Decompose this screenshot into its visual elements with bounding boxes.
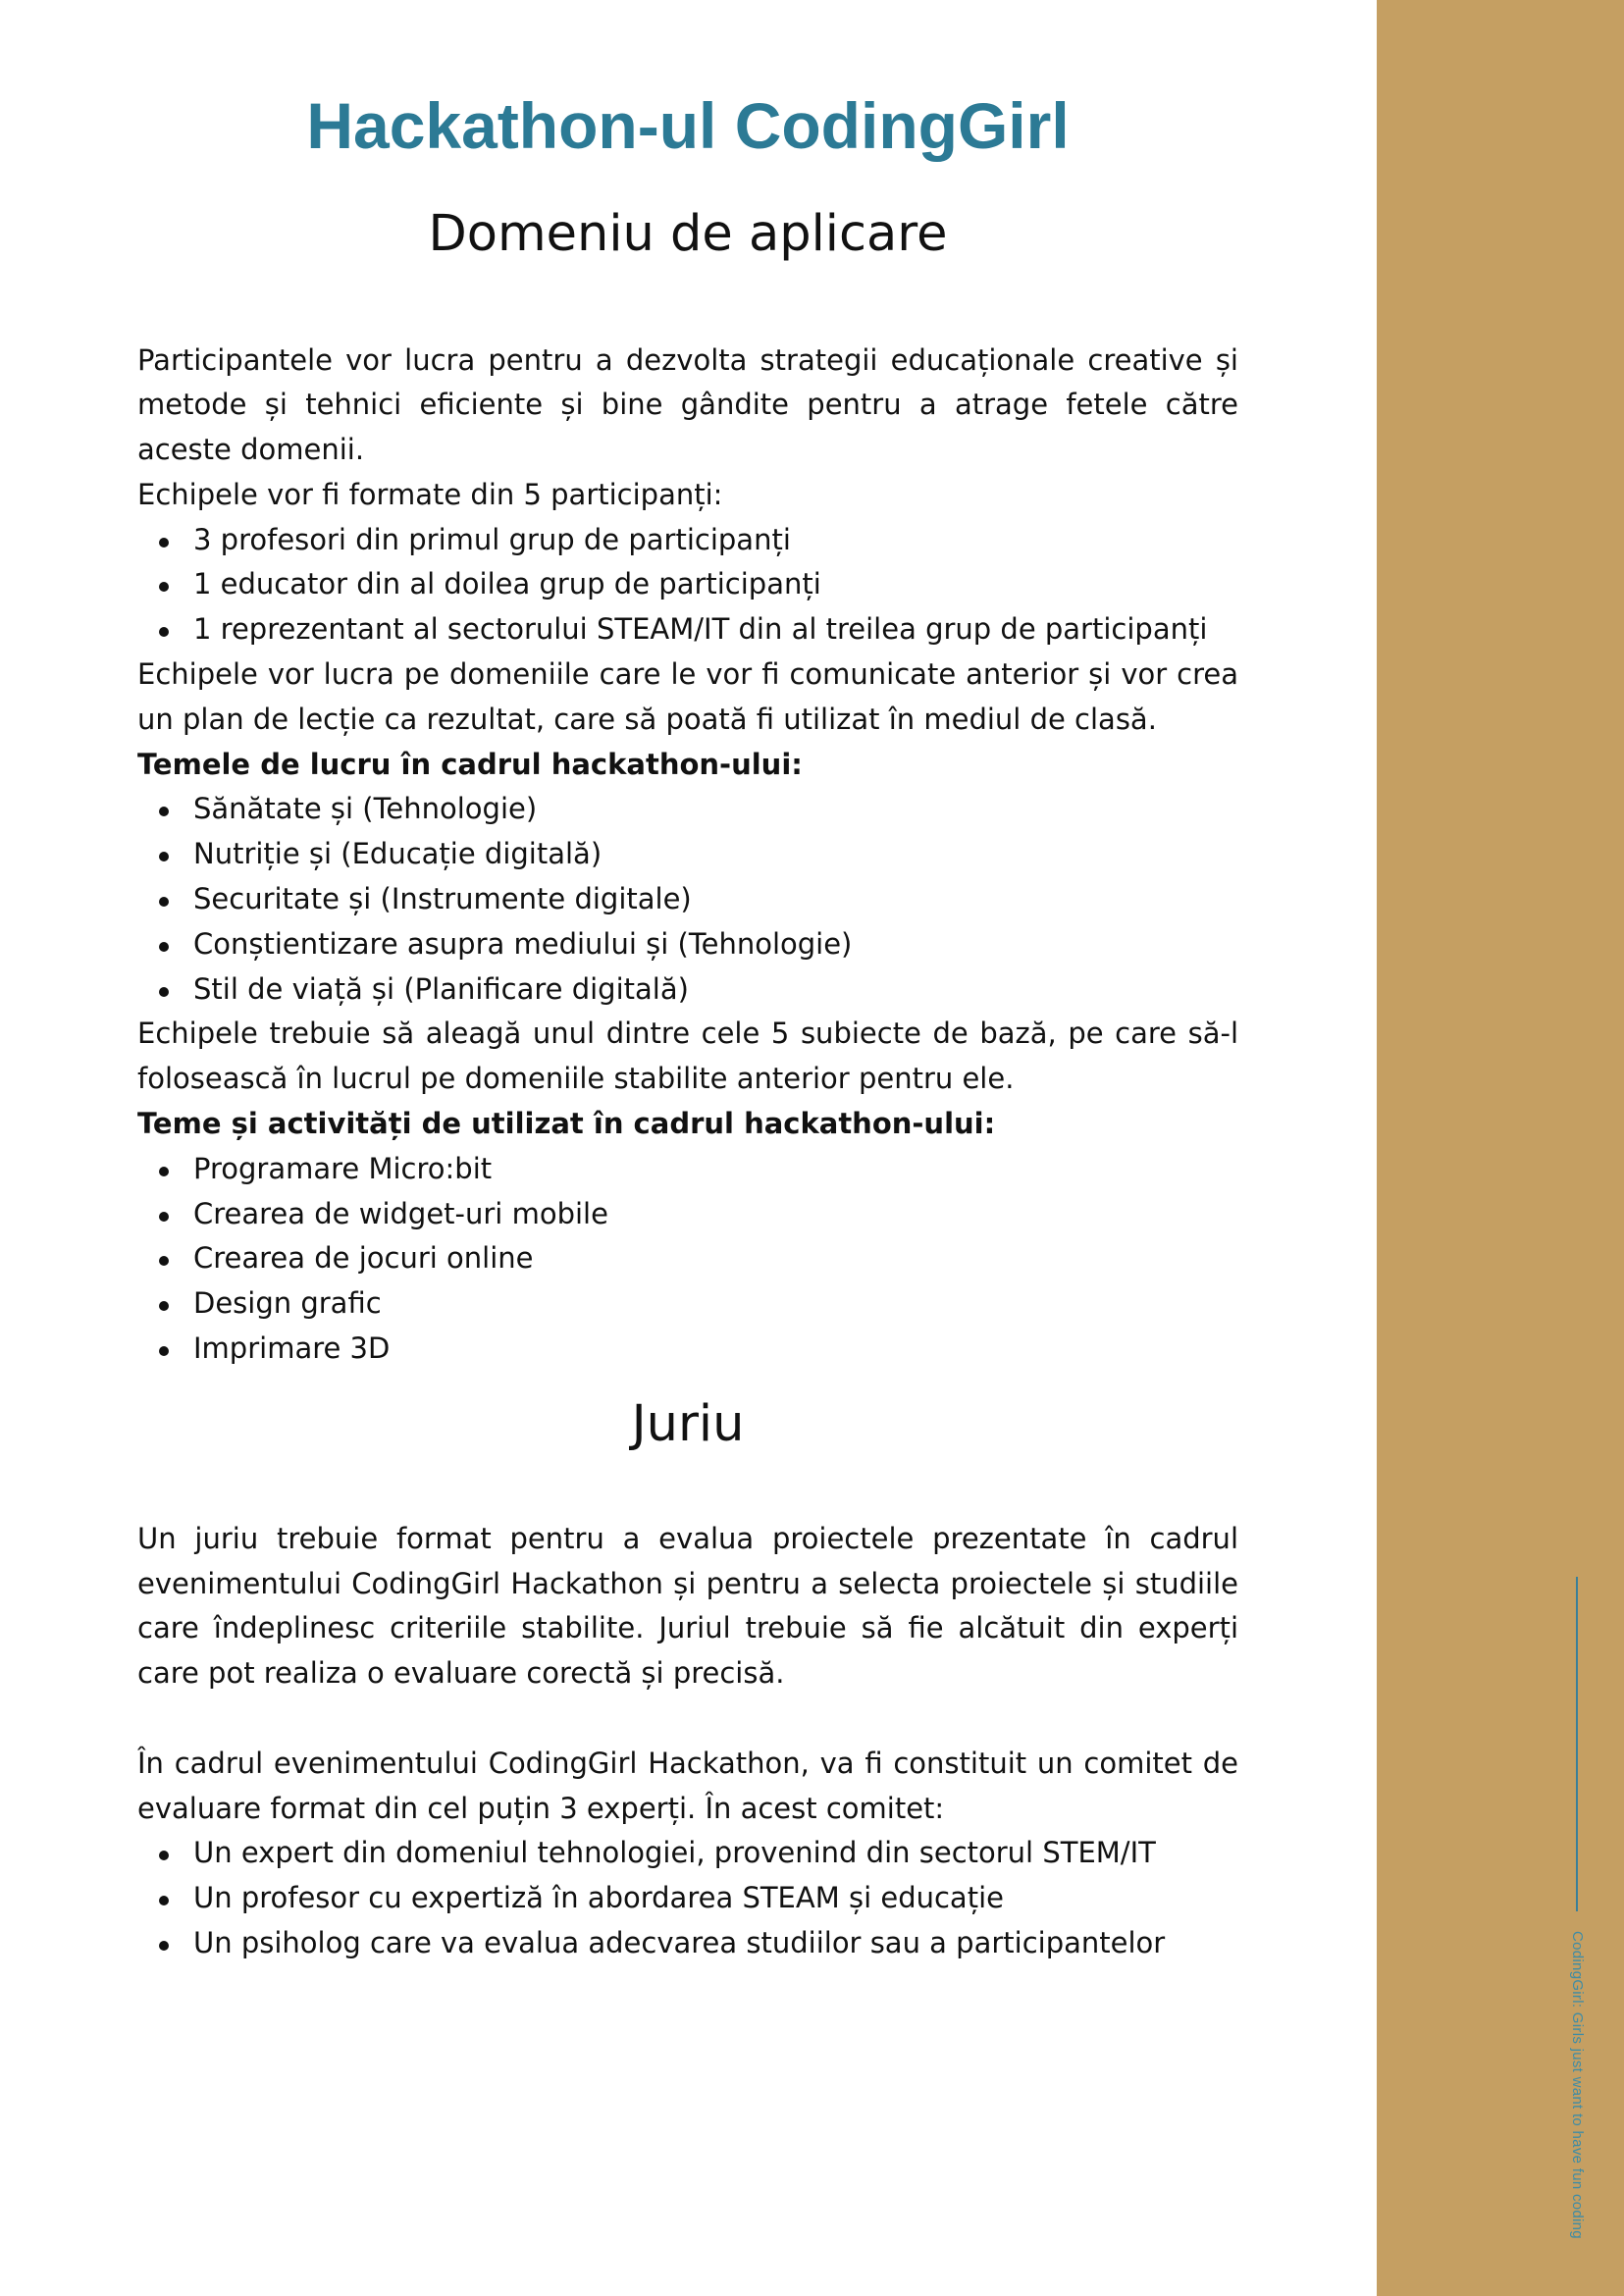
list-item-text: Stil de viață și (Planificare digitală): [193, 971, 689, 1006]
bullet-icon: [159, 987, 169, 997]
list-item: [137, 518, 1238, 563]
activities-heading: Teme și activități de utilizat în cadrul hackathon-ului:: [137, 1107, 996, 1141]
list-item-text: 3 profesori din primul grup de participanți: [193, 522, 791, 556]
bullet-icon: [159, 1346, 169, 1356]
list-item: [137, 922, 1238, 967]
intro-paragraph: Participantele vor lucra pentru a dezvolta strategii educaționale creative și metode și tehnici eficiente și bine gândite pentru a atrage fetele către aceste domenii.: [137, 342, 1238, 467]
bullet-icon: [159, 1941, 169, 1951]
list-item-text: 1 educator din al doilea grup de participanți: [193, 567, 821, 601]
jury-paragraph-2: În cadrul evenimentului CodingGirl Hackathon, va fi constituit un comitet de evaluare format din cel puțin 3 experți. În acest comitet:: [137, 1746, 1238, 1825]
themes-heading: Temele de lucru în cadrul hackathon-ului:: [137, 747, 803, 781]
list-item-text: Securitate și (Instrumente digitale): [193, 882, 692, 916]
bullet-icon: [159, 897, 169, 907]
list-item-text: Crearea de jocuri online: [193, 1241, 534, 1276]
activities-list: [137, 1147, 1238, 1372]
list-item-text: Imprimare 3D: [193, 1331, 391, 1366]
bullet-icon: [159, 1301, 169, 1311]
list-item-text: Nutriție și (Educație digitală): [193, 837, 602, 871]
jury-members-list: [137, 1831, 1238, 1965]
bullet-icon: [159, 1256, 169, 1266]
sidebar-tagline: CodingGirl: Girls just want to have fun coding: [1569, 1931, 1586, 2239]
bullet-icon: [159, 538, 169, 548]
list-item-text: Sănătate și (Tehnologie): [193, 792, 538, 826]
list-item: [137, 1831, 1238, 1876]
bullet-icon: [159, 807, 169, 816]
bullet-icon: [159, 1167, 169, 1176]
sidebar-divider-line: [1576, 1577, 1578, 1911]
bullet-icon: [159, 627, 169, 637]
list-item-text: Un profesor cu expertiză în abordarea STEAM și educație: [193, 1881, 1004, 1915]
bullet-icon: [159, 1896, 169, 1905]
list-item: [137, 1921, 1238, 1966]
list-item-text: 1 reprezentant al sectorului STEAM/IT din al treilea grup de participanți: [193, 612, 1208, 647]
team-members-list: [137, 518, 1238, 652]
list-item: [137, 1236, 1238, 1281]
jury-paragraph-1: Un juriu trebuie format pentru a evalua proiectele prezentate în cadrul evenimentului CodingGirl Hackathon și pentru a selecta proiectele și studiile care îndeplinesc criteriile stabilite. Juriul trebuie să fie alcătuit din experți care pot realiza o evaluare corectă și precisă.: [137, 1521, 1238, 1691]
list-item-text: Programare Micro:bit: [193, 1151, 493, 1185]
bullet-icon: [159, 1212, 169, 1222]
list-item: [137, 1192, 1238, 1237]
list-item: [137, 607, 1238, 652]
list-item: [137, 877, 1238, 922]
document-title: Hackathon-ul CodingGirl: [306, 89, 1070, 162]
list-item: [137, 562, 1238, 607]
list-item-text: Conștientizare asupra mediului și (Tehnologie): [193, 926, 853, 961]
list-item-text: Un psiholog care va evalua adecvarea studiilor sau a participantelor: [193, 1926, 1166, 1959]
list-item: [137, 1147, 1238, 1192]
bullet-icon: [159, 582, 169, 592]
list-item-text: Un expert din domeniul tehnologiei, provenind din sectorul STEM/IT: [193, 1836, 1156, 1870]
bullet-icon: [159, 852, 169, 861]
sidebar-band: [1377, 0, 1624, 2296]
jury-heading: Juriu: [631, 1394, 745, 1453]
themes-list: [137, 787, 1238, 1012]
teams-intro-paragraph: Echipele vor fi formate din 5 participanți:: [137, 477, 723, 511]
list-item: [137, 832, 1238, 877]
teams-work-paragraph: Echipele vor lucra pe domeniile care le vor fi comunicate anterior și vor crea un plan de lecție ca rezultat, care să poată fi utilizat în mediul de clasă.: [137, 657, 1238, 736]
jury-section: [137, 1517, 1238, 1966]
list-item: [137, 787, 1238, 832]
list-item-text: Design grafic: [193, 1286, 382, 1321]
list-item: [137, 967, 1238, 1013]
list-item: [137, 1876, 1238, 1921]
themes-note-paragraph: Echipele trebuie să aleagă unul dintre cele 5 subiecte de bază, pe care să-l folosească în lucrul pe domeniile stabilite anterior pentru ele.: [137, 1017, 1238, 1096]
scope-section: [137, 339, 1238, 1372]
bullet-icon: [159, 942, 169, 952]
list-item-text: Crearea de widget-uri mobile: [193, 1196, 608, 1230]
bullet-icon: [159, 1851, 169, 1860]
list-item: [137, 1327, 1238, 1372]
main-content: [137, 86, 1238, 1966]
scope-heading: Domeniu de aplicare: [428, 205, 948, 263]
list-item: [137, 1281, 1238, 1327]
